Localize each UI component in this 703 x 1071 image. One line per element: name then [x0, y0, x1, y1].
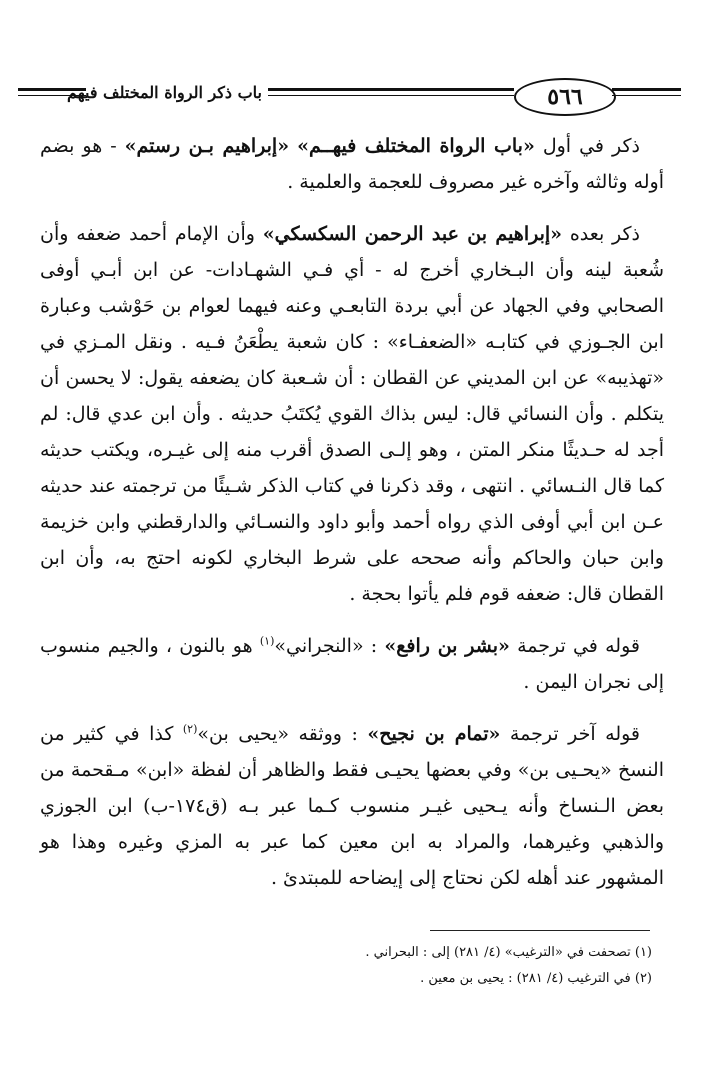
chapter-title: باب ذكر الرواة المختلف فيهم: [66, 83, 262, 102]
header-rule-right-thin: [612, 95, 681, 96]
page-header: [18, 70, 681, 120]
bold-term-narrator: «إبراهيم بن عبد الرحمن السكسكي»: [262, 223, 563, 245]
footnote-2: (٢) في الترغيب (٤/ ٢٨١) : يحيى بن معين .: [420, 971, 652, 986]
text-run: [289, 135, 297, 157]
footnote-rule: [430, 930, 650, 931]
header-rule-middle: [268, 88, 514, 91]
text-run: ذكر في أول: [534, 135, 640, 157]
page-number: ٥٦٦: [514, 78, 616, 116]
text-run: : ووثقه «يحيى بن»: [197, 723, 368, 745]
bold-term-narrator: «إبراهيم بـن رستم»: [124, 135, 290, 157]
text-run: قوله في ترجمة: [509, 635, 640, 657]
text-run: وأن الإمام أحمد ضعفه وأن شُعبة لينه وأن البـخاري أخرج له - أي فـي الشهـادات- عن ابن أبـي أوفى الصحابي وفي الجهاد عن أبي بردة التابعـي وعنه فيهما لعوام بن حَوْشب وعبارة ابن الجـوزي في كتابـه «الضعفـاء» : كان شعبة يطْعَنُ فـيه . ونقل المـزي في «تهذيبه» عن ابن المديني عن القطان : أن شـعبة كان يضعفه يقول: لا يحسن أن يتكلم . وأن النسائي قال: ليس بذاك القوي يُكتَبُ حديثه . وأن ابن عدي قال: لم أجد له حـديثًا منكر المتن ، وهو إلـى الصدق أقرب منه إلى غيـره، ويكتب حديثه كما قال النـسائي . انتهى ، وقد ذكرنا في كتاب الذكر شـيئًا من ترجمته عند حديثه عـن ابن أبي أوفى الذي رواه أحمد وأبو داود والنسـائي والدارقطني وابن خزيمة وابن حبان والحاكم وأنه صححه على شرط البخاري لكونه احتج به، وأن ابن القطان قال: ضعفه قوم فلم يأتوا بحجة .: [40, 223, 664, 605]
footnotes: [40, 940, 652, 992]
bold-term-narrator: «تمام بن نجيح»: [367, 723, 501, 745]
text-run: ذكر بعده: [562, 223, 641, 245]
bold-term-chapter: «باب الرواة المختلف فيهــم»: [297, 135, 535, 157]
paragraph-4: [40, 716, 664, 896]
text-run: قوله آخر ترجمة: [500, 723, 641, 745]
text-run: : «النجراني»: [274, 635, 385, 657]
text-run: - هو بضم أوله وثالثه وآخره غير مصروف للعجمة والعلمية .: [40, 135, 664, 193]
bold-term-narrator: «بشر بن رافع»: [384, 635, 510, 657]
header-rule-middle-thin: [268, 95, 514, 96]
text-run: كذا في كثير من النسخ «يحـيى بن» وفي بعضها يحيـى فقط والظاهر أن لفظة «ابن» مـقحمة من بعض الـنساخ وأنه يـحيى غيـر منسوب كـما عبر بـه (ق١٧٤-ب) ابن الجوزي والذهبي وغيرهما، والمراد به ابن معين كما عبر به المزي وغيره وهذا هو المشهور عند أهله لكن نحتاج إلى إيضاحه للمبتدئ .: [40, 723, 664, 889]
paragraph-1: [40, 128, 664, 200]
footnote-ref-1[interactable]: (١): [259, 634, 275, 648]
paragraph-3: [40, 628, 664, 700]
footnote-1: (١) تصحفت في «الترغيب» (٤/ ٢٨١) إلى : البحراني .: [365, 945, 652, 960]
text-run: هو بالنون ، والجيم منسوب إلى نجران اليمن .: [40, 635, 664, 693]
footnote-ref-2[interactable]: (٢): [182, 722, 198, 736]
paragraph-2: [40, 216, 664, 612]
header-rule-right: [612, 88, 681, 91]
main-text: [40, 128, 664, 912]
